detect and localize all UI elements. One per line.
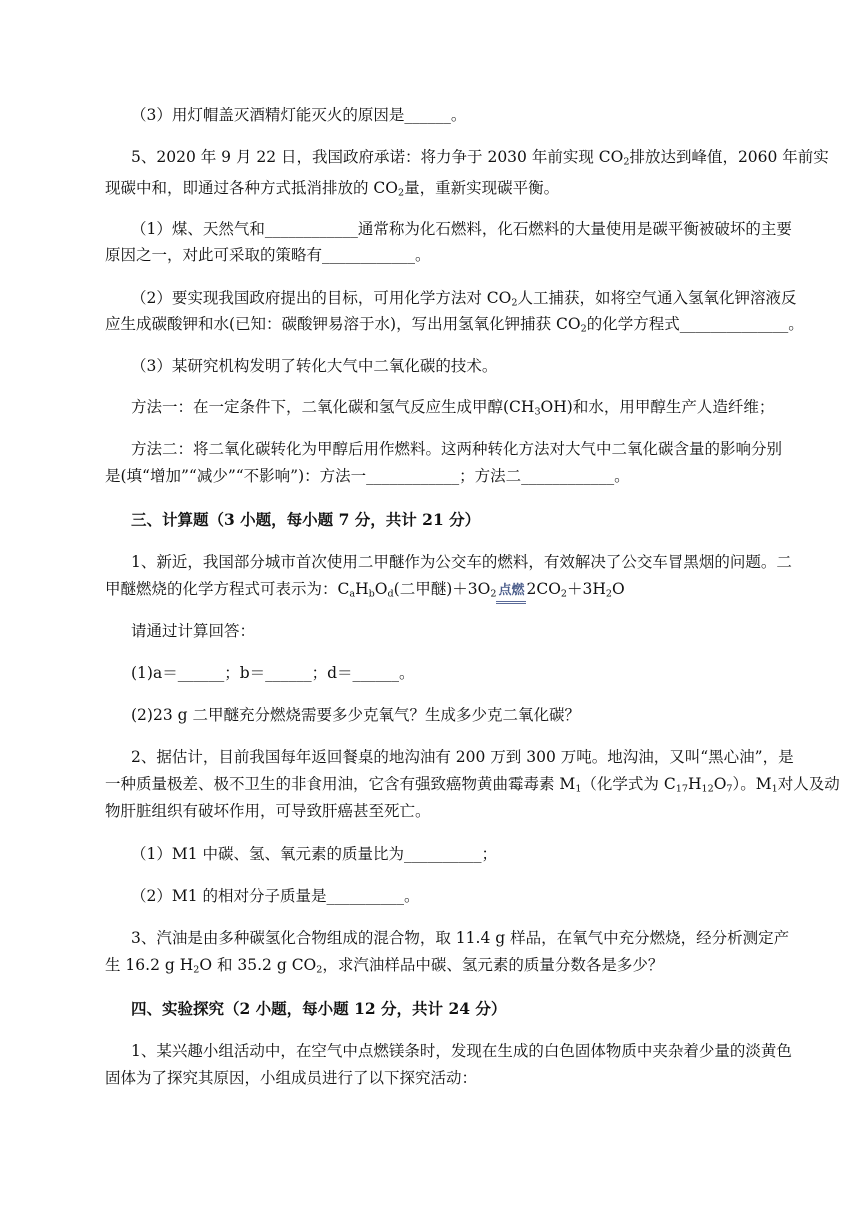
q5-part2-line2: 应生成碳酸钾和水(已知：碳酸钾易溶于水)，写出用氢氧化钾捕获 $CO_2$的化学方程式______________。 (105, 315, 804, 335)
calc1-line1: 1、新近，我国部分城市首次使用二甲醚作为公交车的燃料，有效解决了公交车冒黑烟的问题。二 (131, 553, 792, 571)
calc3-line2: 生 16.2 g $H_2O$ 和 35.2 g $CO_2$，求汽油样品中碳、氢元素的质量分数各是多少？ (105, 956, 664, 976)
q5-part2-line1: （2）要实现我国政府提出的目标，可用化学方法对 $CO_2$人工捕获，如将空气通入氢氧化钾溶液反 (131, 289, 797, 309)
calc1-part1: (1)a＝______；b＝______；d＝______。 (131, 664, 415, 682)
calc2-line2: 一种质量极差、极不卫生的非食用油，它含有强致癌物黄曲霉毒素 $M_1$（化学式为 $C_{17}H_{12}O_7$）。$M_1$对人及动 (105, 775, 840, 795)
calc3-line1: 3、汽油是由多种碳氢化合物组成的混合物，取 11.4 g 样品，在氧气中充分燃烧，经分析测定产 (131, 929, 790, 947)
q5-part1-line1: （1）煤、天然气和____________通常称为化石燃料，化石燃料的大量使用是碳平衡被破坏的主要 (131, 220, 792, 238)
section-4-title: 四、实验探究（2 小题，每小题 12 分，共计 24 分） (131, 999, 507, 1018)
q5-method2-line2: 是(填“增加”“减少”“不影响”)：方法一____________；方法二____________。 (105, 467, 630, 485)
calc1-ask: 请通过计算回答： (131, 622, 256, 640)
q5-intro-line1: 5、2020 年 9 月 22 日，我国政府承诺：将力争于 2030 年前实现 $CO_2$排放达到峰值，2060 年前实 (131, 148, 829, 168)
calc2-part2: （2）M1 的相对分子质量是__________。 (131, 887, 420, 905)
section-3-title: 三、计算题（3 小题，每小题 7 分，共计 21 分） (131, 510, 481, 529)
calc2-part1: （1）M1 中碳、氢、氧元素的质量比为__________； (131, 845, 498, 863)
calc1-part2: (2)23 g 二甲醚充分燃烧需要多少克氧气？生成多少克二氧化碳？ (131, 706, 580, 724)
question-3-3: （3）用灯帽盖灭酒精灯能灭火的原因是______。 (131, 106, 467, 124)
q5-method1: 方法一：在一定条件下，二氧化碳和氢气反应生成甲醇$(CH_3OH)$和水，用甲醇生产人造纤维； (131, 398, 775, 418)
ignite-condition-mark: 点燃 (496, 581, 526, 601)
calc2-line3: 物肝脏组织有破坏作用，可导致肝癌甚至死亡。 (105, 802, 431, 820)
q5-part3: （3）某研究机构发明了转化大气中二氧化碳的技术。 (131, 357, 498, 375)
exp1-line1: 1、某兴趣小组活动中，在空气中点燃镁条时，发现在生成的白色固体物质中夹杂着少量的淡黄色 (131, 1042, 792, 1060)
calc2-line1: 2、据估计，目前我国每年返回餐桌的地沟油有 200 万到 300 万吨。地沟油，又叫“黑心油”，是 (131, 748, 794, 766)
q5-part1-line2: 原因之一，对此可采取的策略有____________。 (105, 246, 431, 264)
q5-intro-line2: 现碳中和，即通过各种方式抵消排放的 $CO_2$量，重新实现碳平衡。 (105, 179, 560, 199)
calc1-equation: 甲醚燃烧的化学方程式可表示为：$C_aH_bO_d$(二甲醚)$+3O_2$ 点燃 $2CO_2+3H_2O$ (105, 580, 625, 600)
q5-method2-line1: 方法二：将二氧化碳转化为甲醇后用作燃料。这两种转化方法对大气中二氧化碳含量的影响分别 (131, 440, 783, 458)
exp1-line2: 固体为了探究其原因，小组成员进行了以下探究活动： (105, 1069, 478, 1087)
